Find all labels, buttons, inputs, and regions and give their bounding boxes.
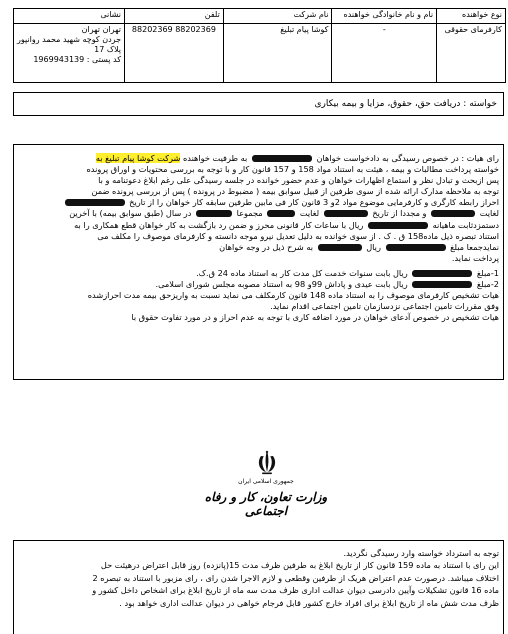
cell-plaintiff-type: کارفرمای حقوقی xyxy=(437,24,506,83)
redaction-mark xyxy=(65,199,125,206)
ruling-text: لغایت xyxy=(299,208,320,219)
cell-address xyxy=(14,24,125,83)
redaction-mark xyxy=(318,244,362,251)
ruling-text: به شرح ذیل در وجه خواهان xyxy=(219,241,314,252)
ruling-text: رای هیات : در خصوص رسیدگی به دادخواست خواهان xyxy=(316,153,499,163)
redaction-mark xyxy=(252,155,312,162)
address-line: کد پستی : 1969943139 xyxy=(33,55,122,64)
ruling-text: ریال بابت سنوات خدمت کل مدت کار به استناد ماده 24 ق.ک. xyxy=(196,267,408,278)
ruling-text: 2-مبلغ xyxy=(476,279,499,290)
ruling-line xyxy=(18,220,499,231)
ruling-line: هیات تشخیص در خصوص آدعای خواهان در مورد اضافه کاری با توجه به عدم احراز و در مورد تفاوت حقوق با xyxy=(131,312,499,323)
ruling-text: لغایت xyxy=(479,208,499,219)
header-plaintiff-type: نوع خواهنده xyxy=(437,9,506,24)
ruling-text: احراز رابطه کارگری و کارفرمایی موضوع مواد 2و 3 قانون کار فی مابین طرفین سابقه کار خواهان را از تاریخ xyxy=(129,197,499,208)
ministry-name: وزارت تعاون، کار و رفاه اجتماعی xyxy=(204,490,328,518)
footer-line: این رای با استناد به ماده 159 قانون کار از تاریخ ابلاغ به طرفین ظرف مدت 15(پانزده) روز قابل اعتراض درهیئت حل xyxy=(100,560,499,571)
ruling-line: خواسته پرداخت مطالبات و بیمه ، هیئت به استناد مواد 158 و 157 قانون کار و با توجه به بررسی محتویات و اوراق پرونده xyxy=(86,164,499,175)
footer-line: ماده 16 قانون تشکیلات وآیین دادرسی دیوان عدالت اداری ظرف مدت سه ماه از تاریخ ابلاغ برای اشخاص داخل کشور و xyxy=(92,585,499,596)
ruling-text: ریال xyxy=(366,241,381,252)
footer-line: ظرف مدت شش ماه از تاریخ ابلاغ برای افراد خارج کشور قابل فرجام خواهی در دیوان عدالت اداری خواهد بود . xyxy=(119,597,499,608)
ruling-line: هیات تشخیص کارفرمای موصوف را به استناد ماده 148 قانون کارمکلف می نماید نسبت به واریزحق بیمه مدت احرازشده xyxy=(87,290,499,301)
ruling-text: در سال (طبق سوابق بیمه) با آخرین xyxy=(69,208,192,219)
request-box xyxy=(13,92,504,116)
header-address: نشانی xyxy=(14,9,125,24)
ruling-text: 1-مبلغ xyxy=(476,267,499,278)
ruling-line xyxy=(18,279,499,290)
redaction-mark xyxy=(412,270,472,277)
address-line: جردن کوچه شهید محمد روانپور xyxy=(17,35,122,44)
ruling-text: ریال با ساعات کار قانونی محرز و ضمن رد بازگشت به کار خواهان قطع همکاری را به xyxy=(74,219,364,230)
header-company: نام شرکت xyxy=(223,9,332,24)
appeal-notice-box xyxy=(13,540,504,634)
ruling-line: استناد تبصره ذیل ماده158 ق . ک . از سوی خوانده به دلیل تعدیل نیرو موجه دانسته و کارفرمای موصوف را مکلف می xyxy=(97,230,499,241)
ruling-text: مجموعا xyxy=(236,208,263,219)
ruling-line: پس ازبحث و تبادل نظر و استماع اظهارات خواهان و عدم حضور خوانده در جلسه رسیدگی علی رغم ابلاغ دعوتنامه و با xyxy=(98,175,499,186)
parties-data-row xyxy=(14,24,506,83)
header-plaintiff-name: نام و نام خانوادگی خواهنده xyxy=(332,9,437,24)
footer-line: اختلاف میباشد. درصورت عدم اعتراض هریک از طرفین وقطعی و لازم الاجرا شدن رای ، رای مزبور با استناد به تبصره 2 xyxy=(92,572,499,583)
ruling-line xyxy=(18,208,499,219)
redaction-mark xyxy=(412,281,472,288)
ruling-line xyxy=(18,268,499,279)
redaction-mark xyxy=(267,210,295,217)
redaction-mark xyxy=(386,244,446,251)
ruling-line xyxy=(18,242,499,253)
address-line: تهران تهران xyxy=(81,25,122,34)
ruling-box xyxy=(13,144,504,380)
cell-company: کوشا پیام تبلیغ xyxy=(223,24,332,83)
ruling-line: وفق مقررات تامین اجتماعی نزدسازمان تامین اجتماعی اقدام نماید. xyxy=(270,301,499,312)
header-phone: تلفن xyxy=(125,9,224,24)
address-line: پلاک 17 xyxy=(94,45,122,54)
ruling-line: پرداخت نماید. xyxy=(451,252,499,263)
iran-emblem-icon xyxy=(253,448,281,476)
ruling-text: دستمزدثابت ماهیانه xyxy=(432,219,499,230)
redaction-mark xyxy=(431,210,475,217)
ruling-text: و مجددا از تاریخ xyxy=(372,208,427,219)
footer-line: توجه به استرداد خواسته وارد رسیدگی نگردید. xyxy=(343,548,499,558)
ruling-line xyxy=(18,153,499,164)
redaction-mark xyxy=(196,210,232,217)
request-text: خواسته : دریافت حق، حقوق، مزایا و بیمه بیکاری xyxy=(314,99,497,109)
redaction-mark xyxy=(368,222,428,229)
ruling-line xyxy=(18,197,499,208)
ministry-country-label: جمهوری اسلامی ایران xyxy=(238,478,294,485)
cell-plaintiff-name: - xyxy=(332,24,437,83)
redaction-mark xyxy=(324,210,368,217)
cell-phone: 88202369 88202369 xyxy=(125,24,224,83)
parties-header-row xyxy=(14,9,506,24)
ruling-line: توجه به ملاحظه مدارک ارائه شده از سوی طرفین از قبیل سوابق بیمه ( مضبوط در پرونده ) پس از بررسی پرونده ضمن xyxy=(91,186,499,197)
ruling-text: ریال بابت عیدی و پاداش 99و 98 به استناد مصوبه مجلس شورای اسلامی. xyxy=(155,279,408,290)
ruling-text: نمایدجمعا مبلغ xyxy=(450,241,499,252)
ruling-text: به طرفیت خواهنده xyxy=(183,153,248,163)
parties-table xyxy=(13,8,506,83)
highlighted-company-name: شرکت کوشا پیام تبلیغ به xyxy=(95,153,181,163)
